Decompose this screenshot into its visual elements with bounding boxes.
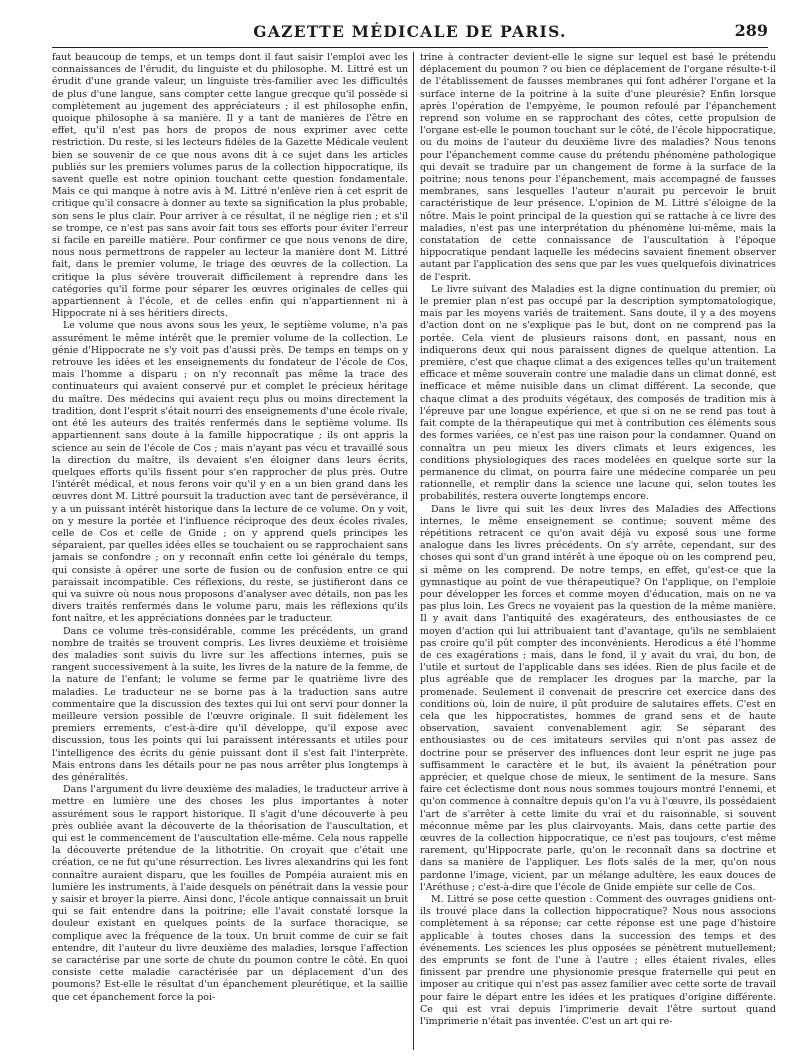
- paragraph: Le volume que nous avons sous les yeux, le septième volume, n'a pas assurément le même intérêt que le premier volume de la collection. Le génie d'Hippocrate ne s'y voit pas d'aussi près. De temps en temps on y retrouve les idées et les enseignements du fondateur de l'école de Cos, mais l'homme a disparu ; on n'y reconnaît pas même la trace des continuateurs qui avaient conservé pur et complet le précieux héritage du maître. Des médecins qui avaient reçu plus ou moins directement la tradition, dont l'esprit s'était nourri des enseignements d'une école rivale, ont été les auteurs des traités renfermés dans le septième volume. Ils appartiennent sans doute à la famille hippocratique ; ils ont appris la science au sein de l'école de Cos ; mais n'ayant pas vécu et travaillé sous la direction du maître, ils devaient s'en éloigner dans leurs écrits, quelques efforts qu'ils fissent pour s'en rapprocher de plus près. Outre l'intérêt médical, et nous ferons voir qu'il y en a un bien grand dans les œuvres dont M. Littré poursuit la traduction avec tant de persévérance, il y a un puissant intérêt historique dans la lecture de ce volume. On y voit, on y mesure la portée et l'influence réciproque des deux écoles rivales, celle de Cos et celle de Gnide ; on y apprend quels principes les séparaient, par quelles idées elles se touchaient ou se rapprochaient sans jamais se confondre ; on y reconnaît enfin cette loi générale du temps, qui consiste à opérer une sorte de fusion ou de confusion entre ce qui paraissait incompatible. Ces réflexions, du reste, se justifieront dans ce qui va suivre où nous nous proposons d'analyser avec détails, non pas les divers traités renfermés dans le volume paru, mais les réflexions qu'ils font naître, et les appréciations données par le traducteur.: [52, 320, 408, 625]
- journal-title: GAZETTE MÉDICALE DE PARIS.: [253, 22, 567, 41]
- paragraph: Dans l'argument du livre deuxième des maladies, le traducteur arrive à mettre en lumière une des choses les plus importantes à noter assurément sous le rapport historique. Il s'agit d'une découverte à peu près oubliée avant la découverte de la théorisation de l'auscultation, et qui est le commencement de l'auscultation elle-même. Cela nous rappelle la découverte prétendue de la lithotritie. On croyait que c'était une création, ce ne fut qu'une résurrection. Les livres alexandrins qui les font connaître auraient disparu, que les fouilles de Pompéia auraient mis en lumière les instruments, à l'aide desquels on pénétrait dans la vessie pour y saisir et broyer la pierre. Ainsi donc, l'école antique connaissait un bruit qui se fait entendre dans la poitrine; elle l'avait constaté lorsque la douleur existant en quelques points de la surface thoracique, se complique avec la fréquence de la toux. Un bruit comme de cuir se fait entendre, dit l'auteur du livre deuxième des maladies, lorsque l'affection se caractérise par une sorte de chute du poumon contre le côté. En quoi consiste cette maladie caractérisée par un déplacement d'un des poumons? Est-elle le résultat d'un épanchement pleurétique, et la saillie que cet épanchement force la poi-: [52, 784, 408, 1003]
- paragraph: Dans le livre qui suit les deux livres des Maladies des Affections internes, le même enseignement se continue; souvent même des répétitions retracent ce qu'on avait déjà vu exposé sous une forme analogue dans les livres précédents. On s'y arrête, cependant, sur des choses qui sont d'un grand intérêt à une époque où on les comprend peu, si même on les comprend. De notre temps, en effet, qu'est-ce que la gymnastique au point de vue thérapeutique? On l'applique, on l'emploie pour développer les forces et comme moyen d'éducation, mais on ne va pas plus loin. Les Grecs ne voyaient pas la question de la même manière. Il y avait dans l'antiquité des exagérateurs, des enthousiastes de ce moyen d'action qui lui attribuaient tant d'avantage, qu'ils ne semblaient pas croire qu'il pût compter des inconvénients. Herodicus a été l'homme de ces exagérations ; mais, dans le fond, il y avait du vrai, du bon, de l'utile et surtout de l'applicable dans ses idées. Rien de plus facile et de plus agréable que de remplacer les drogues par la marche, par la promenade. Seulement il convenait de prescrire cet exercice dans des conditions où, loin de nuire, il pût produire de salutaires effets. C'est en cela que les hippocratistes, hommes de grand sens et de haute observation, savaient convenablement agir. Se séparant des enthousiastes ou de ces imitateurs serviles qui n'ont pas assez de doctrine pour se préserver des influences dont leur esprit ne juge pas suffisamment le caractère et le but, ils avaient la pénétration pour apprécier, et quelque chose de mieux, le sentiment de la mesure. Sans faire cet éclectisme dont nous nous sommes toujours montré l'ennemi, et qu'on commence à connaître depuis qu'on l'a vu à l'œuvre, ils possédaient l'art de s'arrêter à cette limite du vrai et du raisonnable, si souvent méconnue même par les plus clairvoyants. Mais, dans cette partie des œuvres de la collection hippocratique, ce n'est pas toujours, c'est même rarement, qu'Hippocrate parle, qu'on le reconnaît dans sa doctrine et dans sa manière de l'appliquer. Les flots salés de la mer, qu'on nous pardonne l'image, vicient, par un mélange adultère, les eaux douces de l'Aréthuse ; c'est-à-dire que l'école de Gnide empiète sur celle de Cos.: [420, 503, 776, 893]
- right-column: [420, 52, 776, 1050]
- paragraph: Le livre suivant des Maladies est la digne continuation du premier, où le premier plan n'est pas occupé par la description symptomatologique, mais par les moyens variés de traitement. Sans doute, il y a des moyens d'action dont on ne s'explique pas le but, dont on ne comprend pas la portée. Cela vient de plusieurs raisons dont, en passant, nous en indiquerons deux qui nous paraissent dignes de quelque attention. La première, c'est que chaque climat a des exigences telles qu'un traitement efficace et même souverain contre une maladie dans un climat donné, est inefficace et même nuisible dans un climat différent. La seconde, que chaque climat a des produits végétaux, des composés de tradition mis à l'épreuve par une longue expérience, et que si on ne se rend pas tout à fait compte de la thérapeutique qui met à contribution ces éléments sous des formes variées, ce n'est pas une raison pour la condamner. Quand on connaîtra un peu mieux les divers climats et leurs exigences, les conditions physiologiques des races modelées en quelque sorte sur la permanence du climat, on pourra faire une médecine comparée un peu rationnelle, et remplir dans la science une lacune qui, selon toutes les probabilités, restera ouverte longtemps encore.: [420, 283, 776, 503]
- column-divider: [413, 52, 414, 1050]
- header-rule: [52, 47, 768, 48]
- paragraph: M. Littré se pose cette question : Comment des ouvrages gnidiens ont-ils trouvé place dans la collection hippocratique? Nous nous associons complètement à sa réponse; car cette réponse est une page d'histoire applicable à toutes choses dans la succession des temps et des événements. Les sciences les plus opposées se pénètrent mutuellement; des emprunts se font de l'une à l'autre ; elles étaient rivales, elles finissent par prendre une physionomie presque fraternelle qui peut en imposer au critique qui n'est pas assez familier avec cette sorte de travail pour faire le départ entre les idées et les pratiques d'origine différente. Ce qui est vrai depuis l'imprimerie devait l'être surtout quand l'imprimerie n'était pas inventée. C'est un art qui re-: [420, 894, 776, 1028]
- paragraph: Dans ce volume très-considérable, comme les précédents, un grand nombre de traités se trouvent compris. Les livres deuxième et troisième des maladies sont suivis du livre sur les affections internes, puis se rangent successivement à la suite, les livres de la nature de la femme, de la nature de l'enfant; le volume se ferme par le quatrième livre des maladies. Le traducteur ne se borne pas à la traduction sans autre commentaire que la discussion des textes qui lui ont servi pour donner la meilleure version possible de l'œuvre originale. Il suit fidèlement les premiers errements, c'est-à-dire qu'il développe, qu'il expose avec discussion, tous les points qui lui paraissent intéressants et utiles pour l'intelligence des écrits du génie puissant dont il s'est fait l'interprète. Mais entrons dans les détails pour ne pas nous arrêter plus longtemps à des généralités.: [52, 625, 408, 783]
- left-column: [52, 52, 408, 1050]
- paragraph: trine à contracter devient-elle le signe sur lequel est basé le prétendu déplacement du poumon ? ou bien ce déplacement de l'organe résulte-t-il de l'établissement de fausses membranes qui font adhérer l'organe et la surface interne de la poitrine à la suite d'une pleurésie? Enfin lorsque après l'opération de l'empyème, le poumon refoulé par l'épanchement reprend son volume en se rapprochant des côtes, cette propulsion de l'organe est-elle le poumon touchant sur le côté, de l'école hippocratique, ou du moins de l'auteur du deuxième livre des maladies? Nous tenons pour l'épanchement comme cause du prétendu phénomène pathologique qui devait se traduire par un changement de forme à la surface de la poitrine; nous tenons pour l'épanchement, mais accompagné de fausses membranes, sans lesquelles l'auteur n'aurait pu percevoir le bruit caractéristique de leur présence. L'opinion de M. Littré s'éloigne de la nôtre. Mais le point principal de la question qui se rattache à ce livre des maladies, n'est pas une interprétation du phénomène lui-même, mais la constatation de cette connaissance de l'auscultation à l'époque hippocratique pendant laquelle les médecins savaient finement observer autant par l'application des sens que par les vues quelquefois divinatrices de l'esprit.: [420, 52, 776, 283]
- page-header: [52, 20, 768, 44]
- page-number: 289: [734, 21, 768, 40]
- paragraph: faut beaucoup de temps, et un temps dont il faut saisir l'emploi avec les connaissances de l'érudit, du linguiste et du philosophe. M. Littré est un érudit d'une grande valeur, un linguiste très-familier avec les difficultés de plus d'une langue, sans compter cette langue grecque qu'il possède si complètement au jugement des appréciateurs ; il est philosophe enfin, quoique philosophe à sa manière. Il y a tant de manières de l'être en effet, qu'il n'est pas hors de propos de nous exprimer avec cette restriction. Du reste, si les lecteurs fidèles de la Gazette Médicale veulent bien se souvenir de ce que nous avons dit à ce sujet dans les articles publiés sur les premiers volumes parus de la collection hippocratique, ils savent quelle est notre opinion touchant cette question fondamentale. Mais ce qui manque à notre avis à M. Littré n'enlève rien à cet esprit de critique qu'il consacre à donner au texte sa signification la plus probable, son sens le plus clair. Pour arriver à ce résultat, il ne néglige rien ; et s'il se trompe, ce n'est pas sans avoir fait tous ses efforts pour éviter l'erreur si facile en pareille matière. Pour confirmer ce que nous venons de dire, nous nous permettrons de rappeler au lecteur la manière dont M. Littré fait, dans le premier volume, le triage des œuvres de la collection. La critique la plus sévère trouverait difficilement à reprendre dans les catégories qu'il forme pour séparer les œuvres originales de celles qui appartiennent à l'école, et de celles enfin qui n'appartiennent ni à Hippocrate ni à ses héritiers directs.: [52, 52, 408, 320]
